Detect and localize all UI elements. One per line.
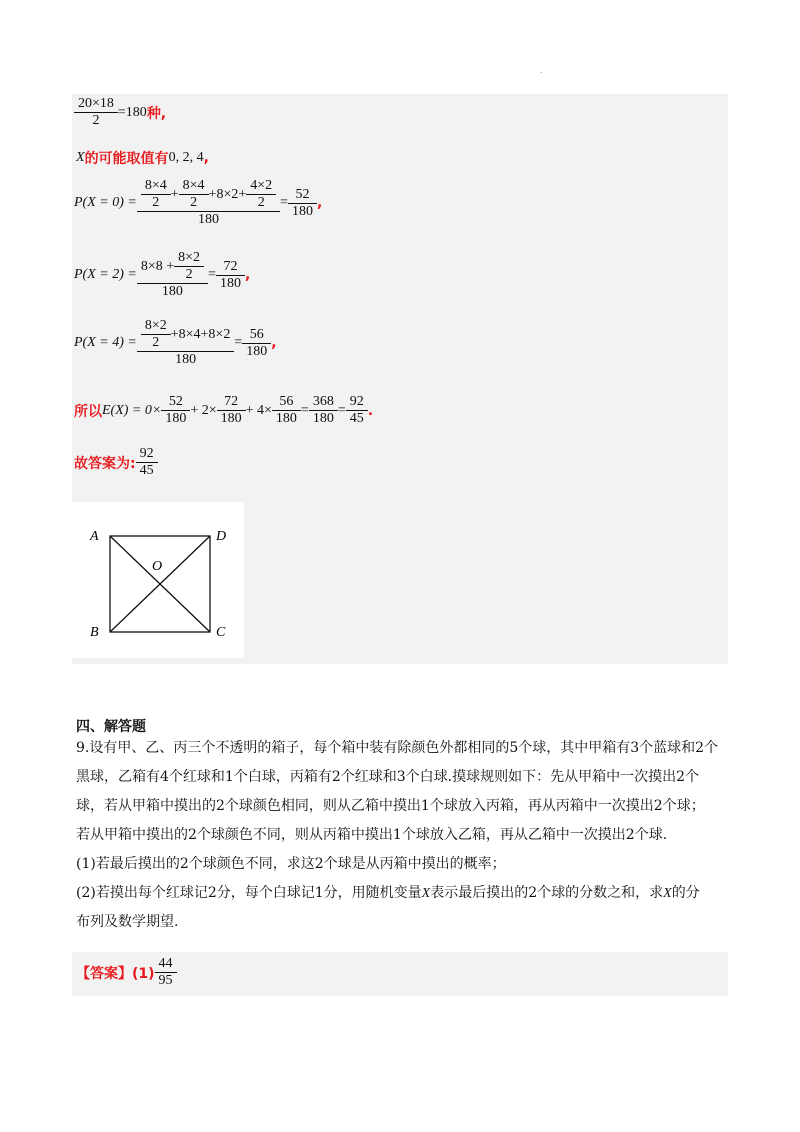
vertex-label-d: D [216, 529, 227, 544]
possible-values-line: X 的可能取值有 0, 2, 4 , [76, 150, 209, 167]
expectation-line: 所以 E(X) = 0× $\frac{52}{180}$ + 2× $\frac{72}{180}$ + 4× $\frac{56}{180}$ = $\frac{368}{180}$ = $\frac{92}{45}$ . [74, 394, 374, 426]
answer-line: 【答案】(1) $\frac{44}{95}$ [76, 956, 177, 989]
square-diagram-figure [72, 502, 244, 658]
combination-count-line: $\frac{20\times 18}{2}$ =180 种, [74, 96, 166, 129]
probability-x0-line: P(X = 0) = $\frac{8\times 4}{2}$ + $\frac{8\times 4}{2}$ +8×2+ $\frac{4\times 2}{2}$ 180 = $\frac{52}{180}$ , [74, 178, 323, 227]
fraction: 8×8 + $\frac{8\times 2}{2}$ 180 [139, 250, 206, 300]
fraction: $\frac{44}{95}$ [157, 956, 175, 989]
fraction: $\frac{8\times 4}{2}$ + $\frac{8\times 4}{2}$ +8×2+ $\frac{4\times 2}{2}$ 180 [139, 178, 278, 228]
question-line: 若从甲箱中摸出的2个球颜色不同，则从丙箱中摸出1个球放入乙箱，再从乙箱中一次摸出2个球. [76, 827, 668, 843]
question-part-2: (2)若摸出每个红球记2分，每个白球记1分，用随机变量X表示最后摸出的2个球的分数之和，求X的分 [76, 885, 700, 901]
probability-x4-line: P(X = 4) = $\frac{8\times 2}{2}$ +8×4+8×2 180 = $\frac{56}{180}$ , [74, 318, 277, 367]
fraction: $\frac{72}{180}$ [218, 259, 243, 292]
fraction: $\frac{8\times 2}{2}$ +8×4+8×2 180 [139, 318, 233, 368]
fraction: $\frac{56}{180}$ [244, 327, 269, 360]
vertex-label-c: C [216, 625, 226, 640]
question-part-2-cont: 布列及数学期望. [76, 914, 179, 930]
fraction: $\frac{52}{180}$ [290, 187, 315, 220]
question-line: 9.设有甲、乙、丙三个不透明的箱子，每个箱中装有除颜色外都相同的5个球，其中甲箱有3个蓝球和2个 [76, 740, 719, 756]
square-diagram [72, 502, 244, 658]
final-answer-line: 故答案为: $\frac{92}{45}$ [74, 446, 158, 479]
question-line: 黑球，乙箱有4个红球和1个白球，丙箱有2个红球和3个白球.摸球规则如下：先从甲箱中一次摸出2个 [76, 769, 699, 785]
section-heading: 四、解答题 [76, 719, 146, 735]
page-dot: . [540, 66, 543, 75]
fraction: $\frac{92}{45}$ [138, 446, 156, 479]
fraction: $\frac{20\times 18}{2}$ [76, 96, 116, 129]
probability-x2-line: P(X = 2) = 8×8 + $\frac{8\times 2}{2}$ 180 = $\frac{72}{180}$ , [74, 250, 251, 299]
vertex-label-b: B [90, 625, 99, 640]
question-9 [76, 734, 728, 937]
question-part-1: (1)若最后摸出的2个球颜色不同，求这2个球是从丙箱中摸出的概率； [76, 856, 506, 872]
vertex-label-a: A [90, 529, 99, 544]
question-line: 球，若从甲箱中摸出的2个球颜色相同，则从乙箱中摸出1个球放入丙箱，再从丙箱中一次摸出2个球； [76, 798, 705, 814]
center-label-o: O [152, 559, 163, 574]
